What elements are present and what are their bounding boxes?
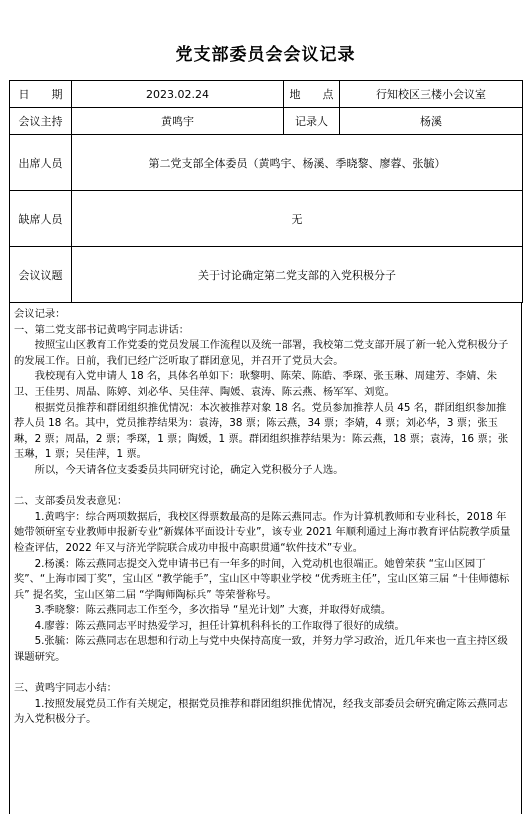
- topic-value: 关于讨论确定第二党支部的入党积极分子: [72, 247, 523, 303]
- meta-row-date-place: [10, 81, 523, 108]
- absent-label: 缺席人员: [10, 191, 72, 247]
- opinion-item: 4.廖蓉：陈云燕同志平时热爱学习，担任计算机科科长的工作取得了很好的成绩。: [34, 619, 405, 632]
- section-1-title: 一、第二党支部书记黄鸣宇同志讲话：: [14, 323, 190, 336]
- opinion-item: 5.张毓：陈云燕同志在思想和行动上与党中央保持高度一致，并努力学习政治，近几年来也一直主持区级课题研究。: [14, 635, 508, 664]
- section-2-title: 二、支部委员发表意见：: [14, 495, 128, 508]
- opinion-item: 2.杨溪：陈云燕同志提交入党申请书已有一年多的时间，入党动机也很端正。她曾荣获 “宝山区园丁奖”、“上海市园丁奖”，宝山区 “教学能手”，宝山区中等职业学校 “优秀班主任”，宝山区第三届 “十佳师德标兵” 提名奖，宝山区第二届 “学陶师陶标兵” 等荣誉称号。: [14, 557, 510, 601]
- meta-row-host-recorder: [10, 108, 523, 135]
- summary-item: 1.按照发展党员工作有关规定，根据党员推荐和群团组织推优情况，经我支部委员会研究确定陈云燕同志为入党积极分子。: [14, 697, 508, 726]
- meta-row-attendees: [10, 135, 523, 191]
- spacer: [14, 479, 515, 495]
- meta-row-absent: [10, 191, 523, 247]
- meeting-info-table: [9, 80, 523, 303]
- spacer: [14, 666, 515, 682]
- recorder-label: 记录人: [284, 108, 340, 135]
- date-value: 2023.02.24: [72, 81, 284, 108]
- section-1-paragraph: 根据党员推荐和群团组织推优情况：本次被推荐对象 18 名。党员参加推荐人员 45 名，群团组织参加推荐人员 18 名。其中，党员推荐结果为：袁涛，38 票；陈云燕，34 票；李婧，4 票；刘必华，3 票；张玉琳，2 票；周晶，2 票；季琛，1 票；陶媛，1 票。群团组织推荐结果为：陈云燕，18 票；袁涛，16 票；张玉琳，1 票；吴佳萍，1 票。: [14, 401, 509, 461]
- opinion-item: 1.黄鸣宇：综合两项数据后，我校区得票数最高的是陈云燕同志。作为计算机教师和专业科长，2018 年她带领研室专业教师申报新专业“新媒体平面设计专业”，该专业 2021 年顺利通过上海市教育评估院教学质量检查评估，2022 年又与济光学院联合成功申报中高职贯通“软件技术”专业。: [14, 510, 511, 554]
- host-label: 会议主持: [10, 108, 72, 135]
- opinion-item: 3.季晓黎：陈云燕同志工作至今，多次指导 “星光计划” 大赛，并取得好成绩。: [34, 604, 392, 617]
- page-title: 党支部委员会会议记录: [175, 45, 356, 65]
- meeting-record: [9, 302, 522, 814]
- recorder-value: 杨溪: [340, 108, 523, 135]
- section-1-paragraph: 按照宝山区教育工作党委的党员发展工作流程以及统一部署，我校第二党支部开展了新一轮入党积极分子的发展工作。日前，我们已经广泛听取了群团意见，并召开了党员大会。: [14, 339, 509, 367]
- place-value: 行知校区三楼小会议室: [340, 81, 523, 108]
- record-heading: 会议记录：: [14, 308, 66, 320]
- absent-value: 无: [72, 191, 523, 247]
- section-3-title: 三、黄鸣宇同志小结：: [14, 682, 117, 695]
- host-value: 黄鸣宇: [72, 108, 284, 135]
- date-label: 日 期: [10, 81, 72, 108]
- meta-row-topic: [10, 247, 523, 303]
- place-label: 地 点: [284, 81, 340, 108]
- topic-label: 会议议题: [10, 247, 72, 303]
- attendees-label: 出席人员: [10, 135, 72, 191]
- section-1-paragraph: 我校现有入党申请人 18 名，具体名单如下：耿黎明、陈荣、陈皓、季琛、张玉琳、周建芳、李婧、朱卫、王佳男、周晶、陈婷、刘必华、吴佳萍、陶媛、袁涛、陈云燕、杨军军、刘览。: [14, 370, 498, 398]
- section-1-paragraph: 所以，今天请各位支委委员共同研究讨论，确定入党积极分子人选。: [34, 463, 344, 476]
- attendees-value: 第二党支部全体委员（黄鸣宇、杨溪、季晓黎、廖蓉、张毓）: [72, 135, 523, 191]
